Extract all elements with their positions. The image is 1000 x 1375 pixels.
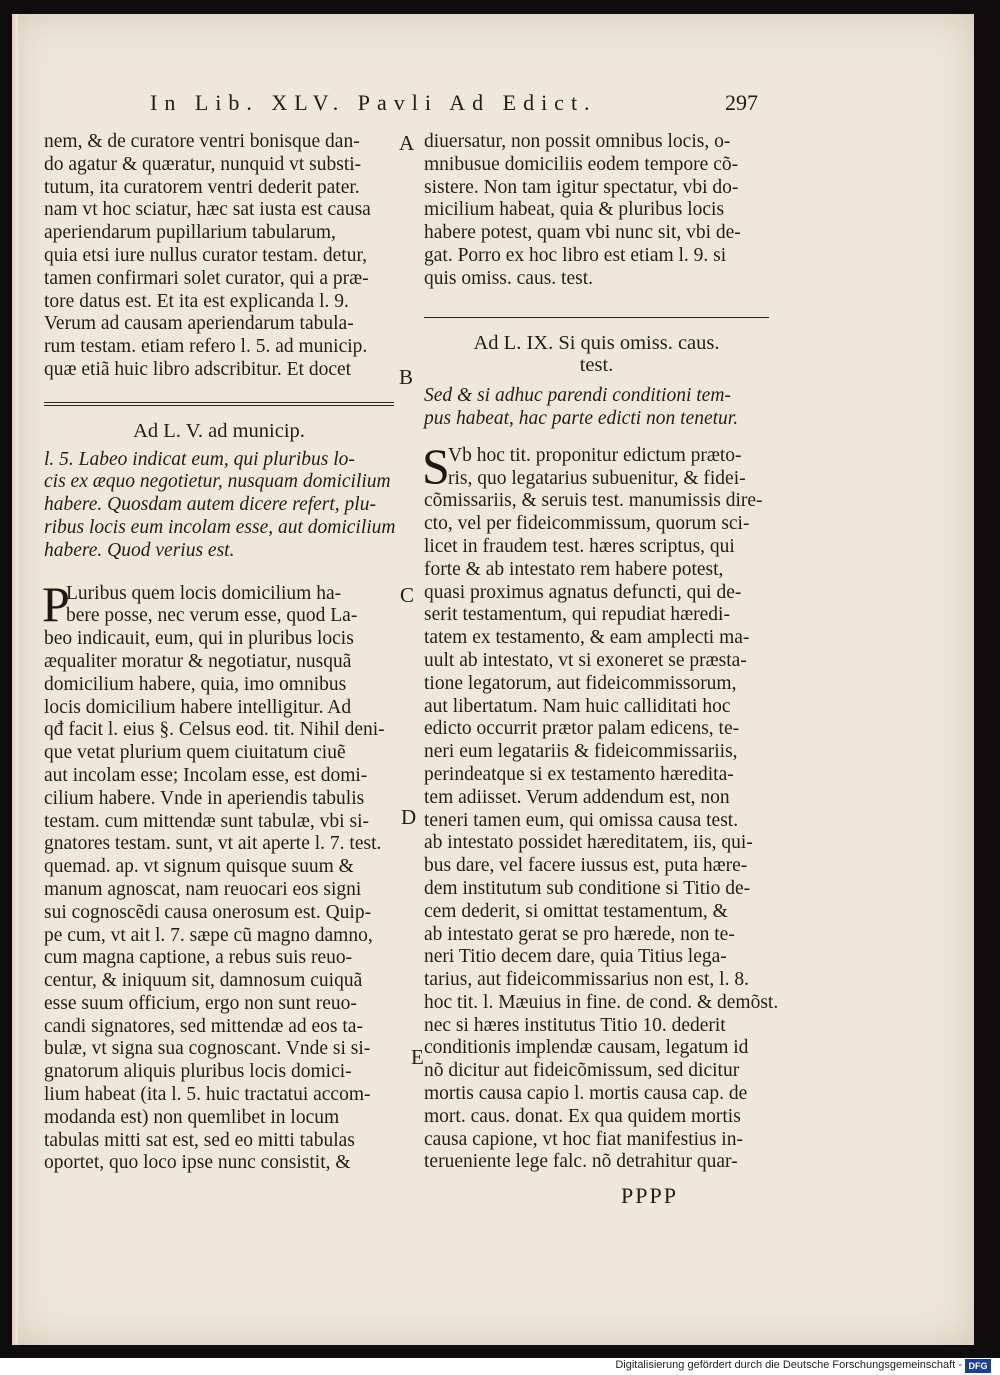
text-line: tatem ex testamento, & eam amplecti ma- xyxy=(424,627,750,649)
text-line: tione legatorum, aut fideicommissorum, xyxy=(424,672,737,694)
text-line: bulæ, vt signa sua cognoscant. Vnde si si- xyxy=(44,1038,371,1060)
text-line: bus dare, vel facere iussus est, puta hære- xyxy=(424,855,748,877)
left-column xyxy=(44,131,394,1175)
margin-letter-a: A xyxy=(399,131,415,155)
running-head: In Lib. XLV. Pavli Ad Edict. xyxy=(150,90,597,115)
text-line: sistere. Non tam igitur spectatur, vbi do- xyxy=(424,176,739,198)
text-line: mort. caus. donat. Ex qua quidem mortis xyxy=(424,1105,741,1127)
page-number: 297 xyxy=(725,90,758,115)
quote-line: ribus locis eum incolam esse, aut domicilium xyxy=(44,516,396,538)
text-line: gnatores testam. sunt, vt ait aperte l. 7. test. xyxy=(44,833,382,855)
text-line: mnibusue domiciliis eodem tempore cõ- xyxy=(424,153,739,175)
text-line: locis domicilium habere intelligitur. Ad xyxy=(44,696,352,718)
text-line: quæ etiã huic libro adscribitur. Et docet xyxy=(44,358,352,380)
drop-cap-s: S xyxy=(422,437,450,494)
quote-line: habere. Quod verius est. xyxy=(44,539,235,561)
heading-line: Ad L. IX. Si quis omiss. caus. xyxy=(473,331,720,354)
text-line: aperiendarum pupillarium tabularum, xyxy=(44,222,336,244)
text-line: serit testamentum, qui repudiat hæredi- xyxy=(424,604,730,626)
text-line: micilium habeat, quia & pluribus locis xyxy=(424,199,725,221)
text-line: tabulas mitti sat est, sed eo mitti tabulas xyxy=(44,1129,355,1151)
left-first-lines xyxy=(44,583,394,629)
text-line: cilium habere. Vnde in aperiendis tabulis xyxy=(44,787,365,809)
section-rule xyxy=(424,317,769,318)
text-line: gat. Porro ex hoc libro est etiam l. 9. si xyxy=(424,244,727,266)
text-line: forte & ab intestato rem habere potest, xyxy=(424,558,724,580)
text-line: oportet, quo loco ipse nunc consistit, & xyxy=(44,1152,351,1174)
text-line: tarius, aut fideicommissarius non est, l. 8. xyxy=(424,969,749,991)
margin-letter-e: E xyxy=(411,1045,424,1069)
text-line: diuersatur, non possit omnibus locis, o- xyxy=(424,131,731,152)
text-line: licet in fraudem test. hæres scriptus, qui xyxy=(424,535,735,557)
text-line: cum magna captione, a rebus suis reuo- xyxy=(44,947,353,969)
left-body-start xyxy=(42,575,394,632)
text-line: cto, vel per fideicommissum, quorum sci- xyxy=(424,513,750,535)
text-line: tutum, ita curatorem ventri dederit pater. xyxy=(44,176,360,198)
margin-letter-b: B xyxy=(399,365,414,389)
section-heading-l5: Ad L. V. ad municip. xyxy=(133,419,305,442)
text-line: do agatur & quæratur, nunquid vt substi- xyxy=(44,153,362,175)
right-body-paragraph xyxy=(424,490,779,1174)
text-line: causa capione, vt hoc fiat manifestius in- xyxy=(424,1128,743,1150)
text-line: lium habeat (ita l. 5. huic tractatui accom- xyxy=(44,1084,371,1106)
text-line: sui cognoscẽdi causa onerosum est. Quip- xyxy=(44,901,372,923)
text-line: beo indicauit, eum, qui in pluribus locis xyxy=(44,628,354,650)
text-line: nõ dicitur aut fideicõmissum, sed dicitur xyxy=(424,1060,740,1082)
text-line: rum testam. etiam refero l. 5. ad municip. xyxy=(44,336,368,358)
quote-line: habere. Quosdam autem dicere refert, plu- xyxy=(44,494,376,516)
left-body-paragraph xyxy=(44,628,394,1175)
left-top-paragraph xyxy=(44,131,394,382)
text-line: qđ facit l. eius §. Celsus eod. tit. Nihil deni- xyxy=(44,719,385,741)
text-line: Verum ad causam aperiendarum tabula- xyxy=(44,313,354,335)
quote-line: l. 5. Labeo indicat eum, qui pluribus lo- xyxy=(44,448,355,470)
text-line: quemad. ap. vt signum quisque suum & xyxy=(44,856,354,878)
text-line: nem, & de curatore ventri bonisque dan- xyxy=(44,131,360,152)
text-line: Luribus quem locis domicilium ha- xyxy=(66,582,342,604)
right-first-lines xyxy=(424,445,769,491)
text-line: cõmissariis, & seruis test. manumissis dire- xyxy=(424,490,763,512)
text-line: ab intestato possidet hæreditatem, iis, qui- xyxy=(424,832,753,854)
drop-cap-p: P xyxy=(42,575,70,632)
heading-line: test. xyxy=(579,354,614,377)
text-line: perindeatque si ex testamento hæredita- xyxy=(424,763,734,785)
margin-letter-d: D xyxy=(401,805,417,829)
text-line: terueniente lege falc. nõ detrahitur quar- xyxy=(424,1151,738,1173)
text-line: aut libertatum. Nam huic calliditati hoc xyxy=(424,695,731,717)
text-line: que vetat plurium quem ciuitatum ciuẽ xyxy=(44,742,346,764)
text-line: edicto occurrit prætor palam edicens, te- xyxy=(424,718,740,740)
text-line: conditionis implendæ causam, legatum id xyxy=(424,1037,749,1059)
text-line: domicilium habere, quia, imo omnibus xyxy=(44,673,347,695)
text-line: tem adiisset. Verum addendum est, non xyxy=(424,786,730,808)
text-line: hoc tit. l. Mæuius in fine. de cond. & demõst. xyxy=(424,991,779,1013)
credit-text: Digitalisierung gefördert durch die Deutsche Forschungsgemeinschaft - xyxy=(615,1359,962,1371)
text-line: neri Titio decem dare, quia Titius lega- xyxy=(424,946,727,968)
text-line: dem institutum sub conditione si Titio de- xyxy=(424,877,751,899)
text-line: uult ab intestato, vt si exoneret se præsta- xyxy=(424,649,747,671)
text-line: teneri tamen eum, qui omissa causa test. xyxy=(424,809,739,831)
text-line: quia etsi iure nullus curator testam. detur, xyxy=(44,244,368,266)
text-line: manum agnoscat, nam reuocari eos signi xyxy=(44,878,362,900)
text-line: mortis causa capio l. mortis causa cap. de xyxy=(424,1083,748,1105)
right-body-start xyxy=(422,437,769,494)
text-line: testam. cum mittendæ sunt tabulæ, vbi si- xyxy=(44,810,369,832)
text-line: nam vt hoc sciatur, hæc sat iusta est causa xyxy=(44,199,371,221)
right-top-paragraph xyxy=(424,131,769,291)
text-line: ris, quo legatarius subuenitur, & fidei- xyxy=(448,467,746,489)
section-rule xyxy=(44,402,394,406)
text-line: aut incolam esse; Incolam esse, est domi- xyxy=(44,764,368,786)
dfg-logo: DFG xyxy=(965,1359,991,1373)
text-line: gnatorum aliquis pluribus locis domici- xyxy=(44,1061,352,1083)
text-line: pe cum, vt ait l. 7. sæpe cũ magno damno, xyxy=(44,924,373,946)
text-line: æqualiter moratur & negotiatur, nusquã xyxy=(44,650,352,672)
right-quote-block xyxy=(424,385,769,431)
text-line: candi signatores, sed mittendæ ad eos ta- xyxy=(44,1015,363,1037)
text-line: modanda est) non quemlibet in locum xyxy=(44,1106,340,1128)
text-line: Vb hoc tit. proponitur edictum præto- xyxy=(448,444,742,466)
page-edge xyxy=(12,14,18,1345)
text-line: nec si hæres institutus Titio 10. dederit xyxy=(424,1014,726,1036)
right-column xyxy=(422,131,779,1174)
text-line: quis omiss. caus. test. xyxy=(424,267,593,289)
quote-line: cis ex æquo negotietur, nusquam domicilium xyxy=(44,471,391,493)
text-line: tamen confirmari solet curator, qui a præ- xyxy=(44,267,369,289)
text-line: centur, & iniquum sit, damnosum cuiquã xyxy=(44,970,363,992)
signature-mark: PPPP xyxy=(621,1183,678,1208)
text-line: ab intestato gerat se pro hærede, non te- xyxy=(424,923,735,945)
left-quote-block xyxy=(44,449,394,563)
text-line: habere potest, quam vbi nunc sit, vbi de- xyxy=(424,222,741,244)
text-line: tore datus est. Et ita est explicanda l. 9. xyxy=(44,290,349,312)
text-line: neri eum legatariis & fideicommissariis, xyxy=(424,741,738,763)
section-heading-l9 xyxy=(424,332,769,378)
margin-letter-c: C xyxy=(400,583,415,607)
text-line: quasi proximus agnatus defuncti, qui de- xyxy=(424,581,742,603)
text-line: bere posse, nec verum esse, quod La- xyxy=(66,605,358,627)
quote-line: pus habeat, hac parte edicti non tenetur. xyxy=(424,407,739,429)
quote-line: Sed & si adhuc parendi conditioni tem- xyxy=(424,385,731,407)
text-line: esse suum officium, ergo non sunt reuo- xyxy=(44,992,357,1014)
text-line: cem dederit, si omittat testamentum, & xyxy=(424,900,728,922)
